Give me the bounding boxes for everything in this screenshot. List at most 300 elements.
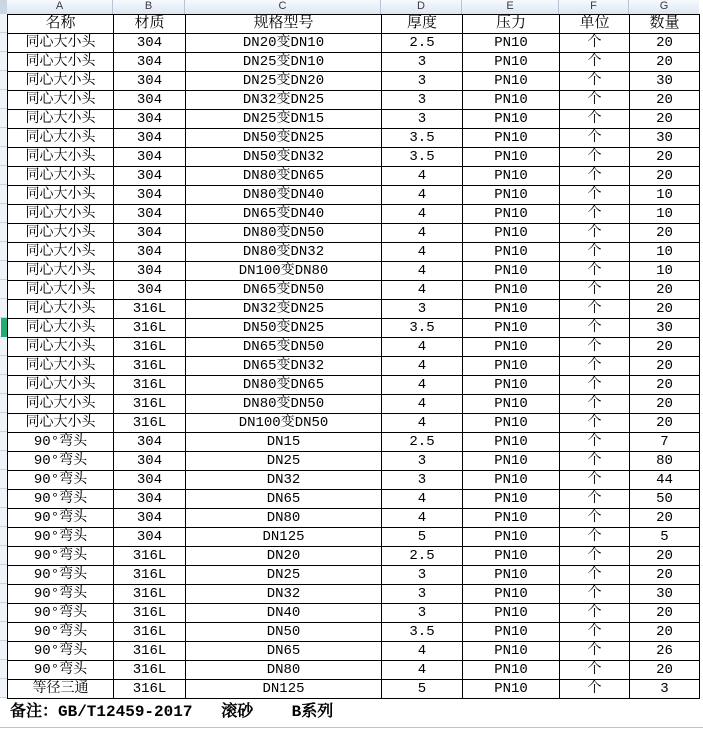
cell-r15-c5[interactable]: 个	[560, 300, 630, 319]
cell-r12-c6[interactable]: 10	[630, 243, 700, 262]
cell-r11-c2[interactable]: DN80变DN50	[186, 224, 382, 243]
cell-r18-c0[interactable]: 同心大小头	[8, 357, 114, 376]
cell-r14-c2[interactable]: DN65变DN50	[186, 281, 382, 300]
cell-r12-c2[interactable]: DN80变DN32	[186, 243, 382, 262]
header-cell-5[interactable]: 单位	[560, 15, 630, 34]
table-row	[8, 110, 700, 129]
cell-r12-c3[interactable]: 4	[382, 243, 463, 262]
cell-r18-c6[interactable]: 20	[630, 357, 700, 376]
cell-r2-c3[interactable]: 3	[382, 53, 463, 72]
cell-r34-c5[interactable]: 个	[560, 661, 630, 680]
cell-r18-c3[interactable]: 4	[382, 357, 463, 376]
cell-r30-c1[interactable]: 316L	[114, 585, 186, 604]
cell-r20-c4[interactable]: PN10	[463, 395, 560, 414]
cell-r10-c2[interactable]: DN65变DN40	[186, 205, 382, 224]
cell-r18-c1[interactable]: 316L	[114, 357, 186, 376]
cell-r13-c5[interactable]: 个	[560, 262, 630, 281]
table-row	[8, 642, 700, 661]
worksheet-table	[7, 14, 700, 699]
cell-r8-c3[interactable]: 4	[382, 167, 463, 186]
cell-r28-c1[interactable]: 316L	[114, 547, 186, 566]
cell-r29-c6[interactable]: 20	[630, 566, 700, 585]
cell-r24-c0[interactable]: 90°弯头	[8, 471, 114, 490]
table-row	[8, 585, 700, 604]
cell-r9-c3[interactable]: 4	[382, 186, 463, 205]
cell-r30-c5[interactable]: 个	[560, 585, 630, 604]
table-row	[8, 34, 700, 53]
cell-r29-c4[interactable]: PN10	[463, 566, 560, 585]
cell-r15-c4[interactable]: PN10	[463, 300, 560, 319]
table-row	[8, 167, 700, 186]
cell-r20-c2[interactable]: DN80变DN50	[186, 395, 382, 414]
table-row	[8, 281, 700, 300]
table-row	[8, 91, 700, 110]
cell-r28-c4[interactable]: PN10	[463, 547, 560, 566]
header-row	[8, 15, 700, 34]
cell-r1-c3[interactable]: 2.5	[382, 34, 463, 53]
cell-r24-c4[interactable]: PN10	[463, 471, 560, 490]
cell-r29-c3[interactable]: 3	[382, 566, 463, 585]
cell-r4-c5[interactable]: 个	[560, 91, 630, 110]
cell-r13-c1[interactable]: 304	[114, 262, 186, 281]
cell-r13-c0[interactable]: 同心大小头	[8, 262, 114, 281]
cell-r2-c0[interactable]: 同心大小头	[8, 53, 114, 72]
table-row	[8, 452, 700, 471]
table-row	[8, 72, 700, 91]
cell-r12-c1[interactable]: 304	[114, 243, 186, 262]
cell-r20-c5[interactable]: 个	[560, 395, 630, 414]
cell-r2-c5[interactable]: 个	[560, 53, 630, 72]
cell-r27-c0[interactable]: 90°弯头	[8, 528, 114, 547]
cell-r32-c2[interactable]: DN50	[186, 623, 382, 642]
cell-r35-c3[interactable]: 5	[382, 680, 463, 699]
cell-r11-c1[interactable]: 304	[114, 224, 186, 243]
cell-r23-c1[interactable]: 304	[114, 452, 186, 471]
cell-r26-c6[interactable]: 20	[630, 509, 700, 528]
cell-r30-c0[interactable]: 90°弯头	[8, 585, 114, 604]
cell-r10-c3[interactable]: 4	[382, 205, 463, 224]
cell-r18-c5[interactable]: 个	[560, 357, 630, 376]
cell-r9-c6[interactable]: 10	[630, 186, 700, 205]
cell-r31-c5[interactable]: 个	[560, 604, 630, 623]
row-header-strip-extension	[0, 698, 7, 727]
cell-r6-c0[interactable]: 同心大小头	[8, 129, 114, 148]
cell-r15-c6[interactable]: 20	[630, 300, 700, 319]
cell-r31-c1[interactable]: 316L	[114, 604, 186, 623]
cell-r21-c5[interactable]: 个	[560, 414, 630, 433]
cell-r27-c4[interactable]: PN10	[463, 528, 560, 547]
cell-r3-c6[interactable]: 30	[630, 72, 700, 91]
cell-r32-c4[interactable]: PN10	[463, 623, 560, 642]
cell-r27-c5[interactable]: 个	[560, 528, 630, 547]
table-row	[8, 471, 700, 490]
cell-r16-c0[interactable]: 同心大小头	[8, 319, 114, 338]
cell-r26-c1[interactable]: 304	[114, 509, 186, 528]
cell-r33-c5[interactable]: 个	[560, 642, 630, 661]
cell-r29-c0[interactable]: 90°弯头	[8, 566, 114, 585]
cell-r31-c2[interactable]: DN40	[186, 604, 382, 623]
cell-r8-c0[interactable]: 同心大小头	[8, 167, 114, 186]
cell-r7-c4[interactable]: PN10	[463, 148, 560, 167]
table-row	[8, 509, 700, 528]
cell-r17-c5[interactable]: 个	[560, 338, 630, 357]
cell-r28-c6[interactable]: 20	[630, 547, 700, 566]
table-row	[8, 224, 700, 243]
cell-r16-c6[interactable]: 30	[630, 319, 700, 338]
cell-r26-c0[interactable]: 90°弯头	[8, 509, 114, 528]
cell-r30-c2[interactable]: DN32	[186, 585, 382, 604]
cell-r6-c5[interactable]: 个	[560, 129, 630, 148]
column-header-F[interactable]: F	[559, 0, 629, 14]
cell-r14-c1[interactable]: 304	[114, 281, 186, 300]
cell-r19-c4[interactable]: PN10	[463, 376, 560, 395]
row-header-strip[interactable]	[0, 14, 7, 698]
cell-r29-c5[interactable]: 个	[560, 566, 630, 585]
cell-r32-c6[interactable]: 20	[630, 623, 700, 642]
cell-r33-c2[interactable]: DN65	[186, 642, 382, 661]
table-row	[8, 186, 700, 205]
cell-r17-c6[interactable]: 20	[630, 338, 700, 357]
table-row	[8, 319, 700, 338]
cell-r7-c2[interactable]: DN50变DN32	[186, 148, 382, 167]
cell-r16-c4[interactable]: PN10	[463, 319, 560, 338]
table-row	[8, 528, 700, 547]
cell-r14-c0[interactable]: 同心大小头	[8, 281, 114, 300]
cell-r22-c2[interactable]: DN15	[186, 433, 382, 452]
cell-r22-c3[interactable]: 2.5	[382, 433, 463, 452]
cell-r29-c2[interactable]: DN25	[186, 566, 382, 585]
cell-r8-c1[interactable]: 304	[114, 167, 186, 186]
table-row	[8, 243, 700, 262]
cell-r22-c0[interactable]: 90°弯头	[8, 433, 114, 452]
cell-r26-c4[interactable]: PN10	[463, 509, 560, 528]
header-cell-4[interactable]: 压力	[463, 15, 560, 34]
cell-r11-c6[interactable]: 20	[630, 224, 700, 243]
cell-r21-c6[interactable]: 20	[630, 414, 700, 433]
cell-r7-c0[interactable]: 同心大小头	[8, 148, 114, 167]
select-all-corner[interactable]	[0, 0, 7, 15]
table-row	[8, 547, 700, 566]
cell-r10-c1[interactable]: 304	[114, 205, 186, 224]
cell-r32-c3[interactable]: 3.5	[382, 623, 463, 642]
cell-r16-c2[interactable]: DN50变DN25	[186, 319, 382, 338]
cell-r31-c0[interactable]: 90°弯头	[8, 604, 114, 623]
cell-r17-c4[interactable]: PN10	[463, 338, 560, 357]
cell-r34-c2[interactable]: DN80	[186, 661, 382, 680]
cell-r34-c3[interactable]: 4	[382, 661, 463, 680]
cell-r21-c3[interactable]: 4	[382, 414, 463, 433]
cell-r4-c6[interactable]: 20	[630, 91, 700, 110]
cell-r17-c0[interactable]: 同心大小头	[8, 338, 114, 357]
cell-r35-c1[interactable]: 316L	[114, 680, 186, 699]
table-row	[8, 623, 700, 642]
cell-r5-c1[interactable]: 304	[114, 110, 186, 129]
cell-r8-c5[interactable]: 个	[560, 167, 630, 186]
cell-r26-c3[interactable]: 4	[382, 509, 463, 528]
cell-r35-c0[interactable]: 等径三通	[8, 680, 114, 699]
cell-r13-c6[interactable]: 10	[630, 262, 700, 281]
bottom-gridline	[0, 727, 703, 728]
cell-r25-c1[interactable]: 304	[114, 490, 186, 509]
cell-r34-c6[interactable]: 20	[630, 661, 700, 680]
cell-r2-c1[interactable]: 304	[114, 53, 186, 72]
cell-r19-c2[interactable]: DN80变DN65	[186, 376, 382, 395]
cell-r25-c6[interactable]: 50	[630, 490, 700, 509]
cell-r3-c0[interactable]: 同心大小头	[8, 72, 114, 91]
cell-r25-c4[interactable]: PN10	[463, 490, 560, 509]
cell-r25-c5[interactable]: 个	[560, 490, 630, 509]
cell-r25-c3[interactable]: 4	[382, 490, 463, 509]
cell-r1-c1[interactable]: 304	[114, 34, 186, 53]
table-body	[8, 34, 700, 699]
cell-r7-c6[interactable]: 20	[630, 148, 700, 167]
cell-r24-c2[interactable]: DN32	[186, 471, 382, 490]
cell-r5-c4[interactable]: PN10	[463, 110, 560, 129]
table-row	[8, 300, 700, 319]
cell-r12-c4[interactable]: PN10	[463, 243, 560, 262]
cell-r35-c5[interactable]: 个	[560, 680, 630, 699]
cell-r15-c0[interactable]: 同心大小头	[8, 300, 114, 319]
cell-r23-c4[interactable]: PN10	[463, 452, 560, 471]
cell-r9-c1[interactable]: 304	[114, 186, 186, 205]
cell-r1-c4[interactable]: PN10	[463, 34, 560, 53]
cell-r24-c1[interactable]: 304	[114, 471, 186, 490]
cell-r26-c2[interactable]: DN80	[186, 509, 382, 528]
table-row	[8, 53, 700, 72]
cell-r20-c1[interactable]: 316L	[114, 395, 186, 414]
table-row	[8, 414, 700, 433]
cell-r10-c5[interactable]: 个	[560, 205, 630, 224]
cell-r9-c5[interactable]: 个	[560, 186, 630, 205]
cell-r13-c3[interactable]: 4	[382, 262, 463, 281]
cell-r32-c1[interactable]: 316L	[114, 623, 186, 642]
cell-r12-c0[interactable]: 同心大小头	[8, 243, 114, 262]
cell-r26-c5[interactable]: 个	[560, 509, 630, 528]
cell-r23-c3[interactable]: 3	[382, 452, 463, 471]
cell-r6-c6[interactable]: 30	[630, 129, 700, 148]
cell-r4-c4[interactable]: PN10	[463, 91, 560, 110]
cell-r9-c2[interactable]: DN80变DN40	[186, 186, 382, 205]
column-header-C[interactable]: C	[185, 0, 381, 14]
cell-r17-c1[interactable]: 316L	[114, 338, 186, 357]
cell-r35-c2[interactable]: DN125	[186, 680, 382, 699]
cell-r2-c6[interactable]: 20	[630, 53, 700, 72]
table-row	[8, 661, 700, 680]
cell-r13-c2[interactable]: DN100变DN80	[186, 262, 382, 281]
cell-r18-c4[interactable]: PN10	[463, 357, 560, 376]
cell-r27-c2[interactable]: DN125	[186, 528, 382, 547]
cell-r6-c4[interactable]: PN10	[463, 129, 560, 148]
cell-r23-c6[interactable]: 80	[630, 452, 700, 471]
header-cell-2[interactable]: 规格型号	[186, 15, 382, 34]
column-header-A[interactable]: A	[7, 0, 113, 14]
cell-r28-c3[interactable]: 2.5	[382, 547, 463, 566]
cell-r35-c4[interactable]: PN10	[463, 680, 560, 699]
cell-r14-c6[interactable]: 20	[630, 281, 700, 300]
cell-r22-c5[interactable]: 个	[560, 433, 630, 452]
cell-r14-c4[interactable]: PN10	[463, 281, 560, 300]
cell-r13-c4[interactable]: PN10	[463, 262, 560, 281]
cell-r27-c3[interactable]: 5	[382, 528, 463, 547]
column-header-G[interactable]: G	[659, 0, 669, 12]
table-row	[8, 148, 700, 167]
cell-r30-c3[interactable]: 3	[382, 585, 463, 604]
cell-r16-c1[interactable]: 316L	[114, 319, 186, 338]
cell-r19-c1[interactable]: 316L	[114, 376, 186, 395]
cell-r30-c4[interactable]: PN10	[463, 585, 560, 604]
cell-r29-c1[interactable]: 316L	[114, 566, 186, 585]
cell-r35-c6[interactable]: 3	[630, 680, 700, 699]
cell-r20-c3[interactable]: 4	[382, 395, 463, 414]
cell-r6-c3[interactable]: 3.5	[382, 129, 463, 148]
cell-r16-c3[interactable]: 3.5	[382, 319, 463, 338]
cell-r1-c5[interactable]: 个	[560, 34, 630, 53]
column-header-B[interactable]: B	[113, 0, 185, 14]
cell-r6-c2[interactable]: DN50变DN25	[186, 129, 382, 148]
table-row	[8, 338, 700, 357]
cell-r25-c2[interactable]: DN65	[186, 490, 382, 509]
table-row	[8, 205, 700, 224]
cell-r2-c2[interactable]: DN25变DN10	[186, 53, 382, 72]
table-row	[8, 566, 700, 585]
cell-r7-c5[interactable]: 个	[560, 148, 630, 167]
cell-r5-c0[interactable]: 同心大小头	[8, 110, 114, 129]
header-cell-1[interactable]: 材质	[114, 15, 186, 34]
cell-r27-c6[interactable]: 5	[630, 528, 700, 547]
cell-r14-c3[interactable]: 4	[382, 281, 463, 300]
cell-r8-c6[interactable]: 20	[630, 167, 700, 186]
cell-r10-c6[interactable]: 10	[630, 205, 700, 224]
cell-r3-c1[interactable]: 304	[114, 72, 186, 91]
cell-r34-c1[interactable]: 316L	[114, 661, 186, 680]
cell-r1-c0[interactable]: 同心大小头	[8, 34, 114, 53]
table-row	[8, 490, 700, 509]
cell-r12-c5[interactable]: 个	[560, 243, 630, 262]
cell-r31-c3[interactable]: 3	[382, 604, 463, 623]
cell-r4-c2[interactable]: DN32变DN25	[186, 91, 382, 110]
cell-r8-c4[interactable]: PN10	[463, 167, 560, 186]
table-header-row	[8, 15, 700, 34]
cell-r5-c3[interactable]: 3	[382, 110, 463, 129]
cell-r5-c2[interactable]: DN25变DN15	[186, 110, 382, 129]
column-header-E[interactable]: E	[462, 0, 559, 14]
table-row	[8, 129, 700, 148]
cell-r28-c0[interactable]: 90°弯头	[8, 547, 114, 566]
cell-r2-c4[interactable]: PN10	[463, 53, 560, 72]
cell-r27-c1[interactable]: 304	[114, 528, 186, 547]
cell-r28-c2[interactable]: DN20	[186, 547, 382, 566]
header-cell-6[interactable]: 数量	[630, 15, 700, 34]
cell-r33-c3[interactable]: 4	[382, 642, 463, 661]
cell-r33-c0[interactable]: 90°弯头	[8, 642, 114, 661]
cell-r10-c0[interactable]: 同心大小头	[8, 205, 114, 224]
cell-r23-c0[interactable]: 90°弯头	[8, 452, 114, 471]
cell-r15-c1[interactable]: 316L	[114, 300, 186, 319]
cell-r3-c4[interactable]: PN10	[463, 72, 560, 91]
cell-r22-c6[interactable]: 7	[630, 433, 700, 452]
cell-r23-c2[interactable]: DN25	[186, 452, 382, 471]
cell-r1-c2[interactable]: DN20变DN10	[186, 34, 382, 53]
cell-r6-c1[interactable]: 304	[114, 129, 186, 148]
cell-r34-c4[interactable]: PN10	[463, 661, 560, 680]
cell-r9-c4[interactable]: PN10	[463, 186, 560, 205]
cell-r20-c6[interactable]: 20	[630, 395, 700, 414]
cell-r23-c5[interactable]: 个	[560, 452, 630, 471]
cell-r16-c5[interactable]: 个	[560, 319, 630, 338]
cell-r33-c6[interactable]: 26	[630, 642, 700, 661]
cell-r32-c5[interactable]: 个	[560, 623, 630, 642]
cell-r8-c2[interactable]: DN80变DN65	[186, 167, 382, 186]
table-row	[8, 262, 700, 281]
cell-r24-c6[interactable]: 44	[630, 471, 700, 490]
cell-r3-c5[interactable]: 个	[560, 72, 630, 91]
column-header-D[interactable]: D	[381, 0, 462, 14]
cell-r11-c3[interactable]: 4	[382, 224, 463, 243]
cell-r24-c3[interactable]: 3	[382, 471, 463, 490]
cell-r19-c5[interactable]: 个	[560, 376, 630, 395]
header-cell-3[interactable]: 厚度	[382, 15, 463, 34]
cell-r19-c0[interactable]: 同心大小头	[8, 376, 114, 395]
table-row	[8, 376, 700, 395]
cell-r4-c1[interactable]: 304	[114, 91, 186, 110]
cell-r14-c5[interactable]: 个	[560, 281, 630, 300]
cell-r11-c4[interactable]: PN10	[463, 224, 560, 243]
cell-r21-c4[interactable]: PN10	[463, 414, 560, 433]
cell-r20-c0[interactable]: 同心大小头	[8, 395, 114, 414]
cell-r22-c4[interactable]: PN10	[463, 433, 560, 452]
cell-r19-c6[interactable]: 20	[630, 376, 700, 395]
cell-r5-c5[interactable]: 个	[560, 110, 630, 129]
cell-r17-c3[interactable]: 4	[382, 338, 463, 357]
cell-r11-c0[interactable]: 同心大小头	[8, 224, 114, 243]
cell-r15-c2[interactable]: DN32变DN25	[186, 300, 382, 319]
cell-r5-c6[interactable]: 20	[630, 110, 700, 129]
cell-r21-c0[interactable]: 同心大小头	[8, 414, 114, 433]
cell-r18-c2[interactable]: DN65变DN32	[186, 357, 382, 376]
table-row	[8, 604, 700, 623]
cell-r4-c3[interactable]: 3	[382, 91, 463, 110]
cell-r31-c6[interactable]: 20	[630, 604, 700, 623]
cell-r33-c4[interactable]: PN10	[463, 642, 560, 661]
cell-r7-c1[interactable]: 304	[114, 148, 186, 167]
cell-r32-c0[interactable]: 90°弯头	[8, 623, 114, 642]
cell-r21-c2[interactable]: DN100变DN50	[186, 414, 382, 433]
cell-r25-c0[interactable]: 90°弯头	[8, 490, 114, 509]
cell-r17-c2[interactable]: DN65变DN50	[186, 338, 382, 357]
cell-r24-c5[interactable]: 个	[560, 471, 630, 490]
cell-r3-c3[interactable]: 3	[382, 72, 463, 91]
cell-r21-c1[interactable]: 316L	[114, 414, 186, 433]
cell-r33-c1[interactable]: 316L	[114, 642, 186, 661]
cell-r9-c0[interactable]: 同心大小头	[8, 186, 114, 205]
cell-r15-c3[interactable]: 3	[382, 300, 463, 319]
cell-r11-c5[interactable]: 个	[560, 224, 630, 243]
cell-r34-c0[interactable]: 90°弯头	[8, 661, 114, 680]
cell-r3-c2[interactable]: DN25变DN20	[186, 72, 382, 91]
table-row	[8, 357, 700, 376]
header-cell-0[interactable]: 名称	[8, 15, 114, 34]
cell-r4-c0[interactable]: 同心大小头	[8, 91, 114, 110]
cell-r19-c3[interactable]: 4	[382, 376, 463, 395]
cell-r22-c1[interactable]: 304	[114, 433, 186, 452]
cell-r7-c3[interactable]: 3.5	[382, 148, 463, 167]
cell-r31-c4[interactable]: PN10	[463, 604, 560, 623]
cell-r10-c4[interactable]: PN10	[463, 205, 560, 224]
note-cell[interactable]: 备注：GB/T12459-2017 滚砂 B系列	[10, 703, 334, 721]
cell-r30-c6[interactable]: 30	[630, 585, 700, 604]
cell-r1-c6[interactable]: 20	[630, 34, 700, 53]
cell-r28-c5[interactable]: 个	[560, 547, 630, 566]
